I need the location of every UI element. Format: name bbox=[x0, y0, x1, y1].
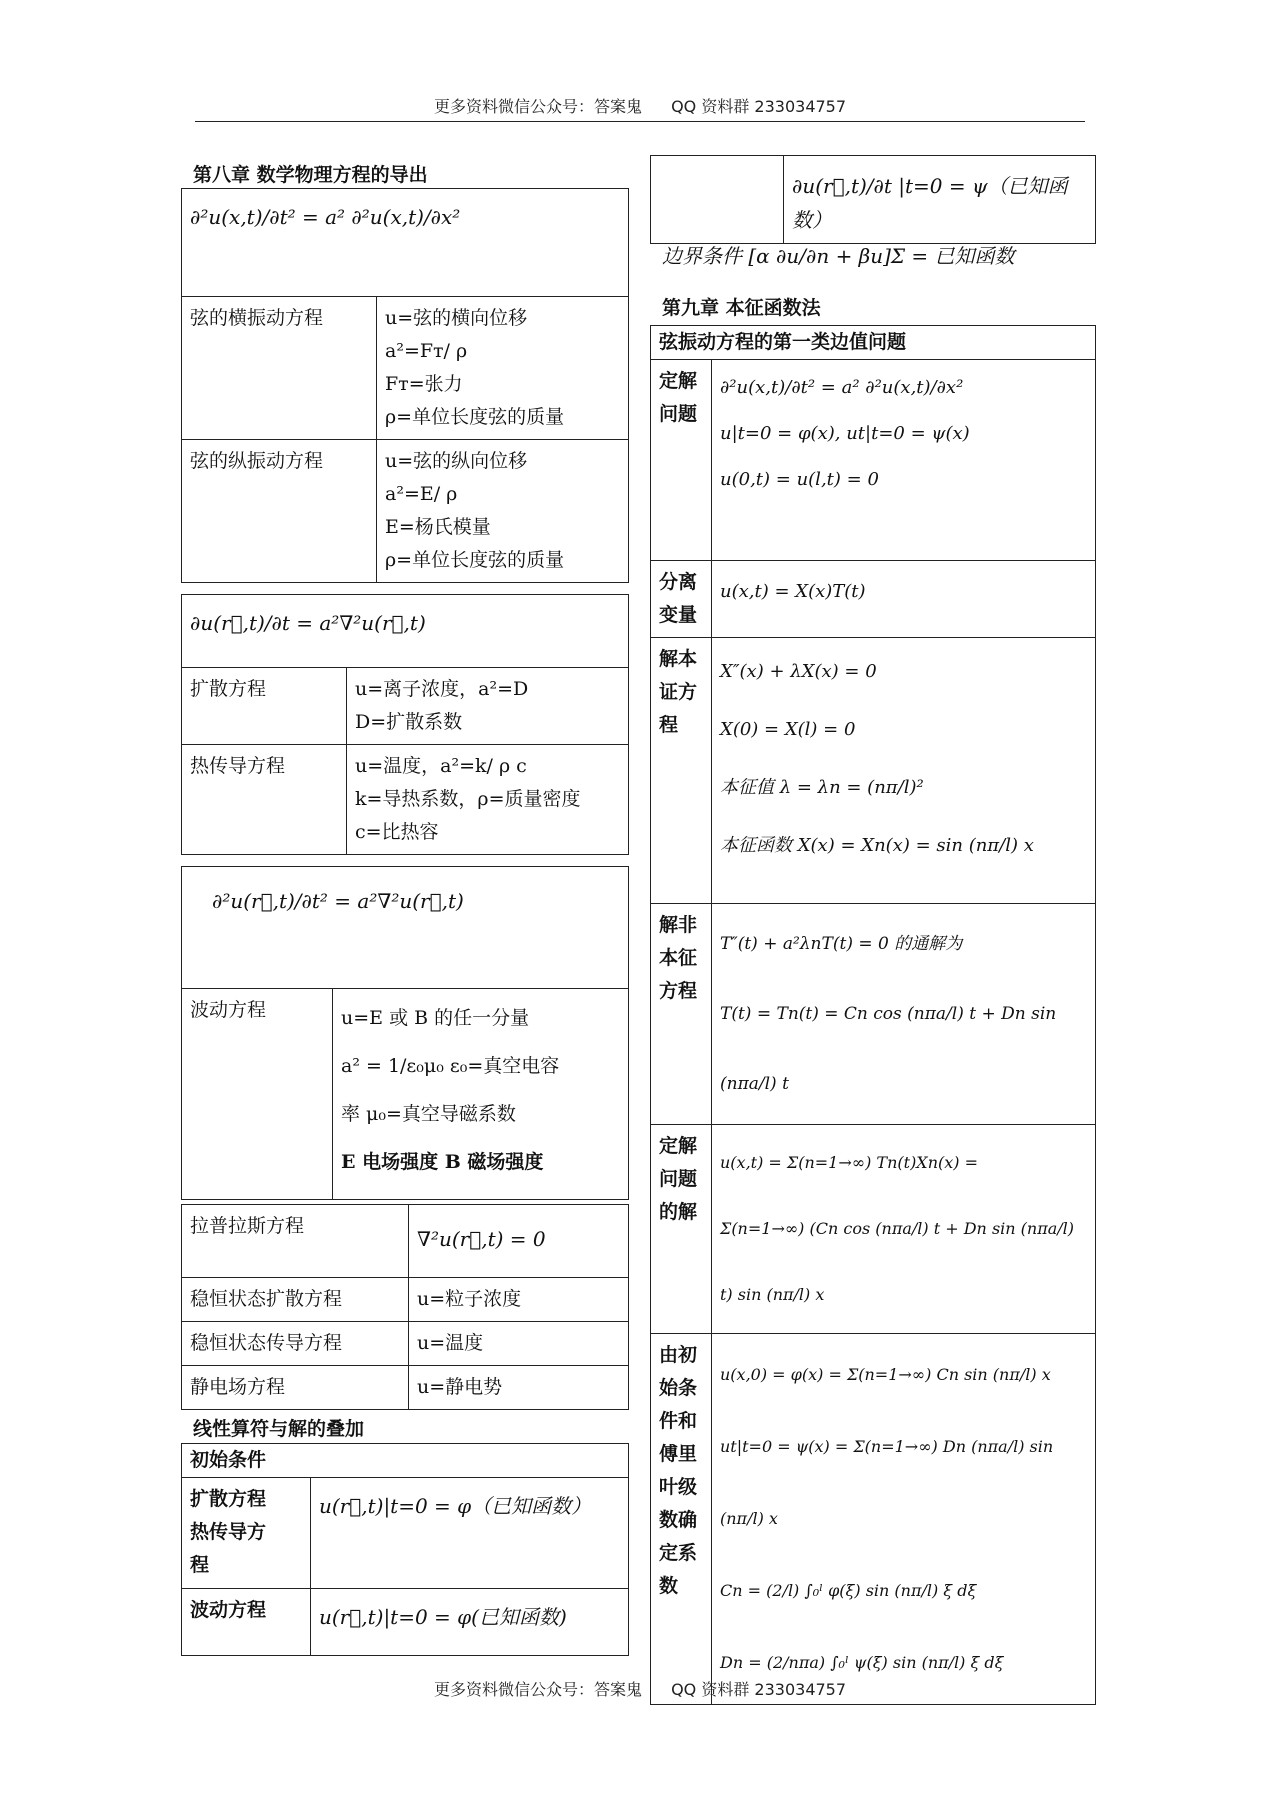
initial-row-2-name: 波动方程 bbox=[182, 1589, 311, 1656]
eigen-row-1-desc bbox=[712, 360, 1096, 561]
top-value-cell bbox=[784, 156, 1096, 244]
line: Σ(n=1→∞) (Cn cos (nπa/l) t + Dn sin (nπa/l) t) sin (nπ/l) x bbox=[720, 1219, 1075, 1304]
string-row-1-desc bbox=[377, 297, 629, 440]
eigen-row-2-name: 分离 变量 bbox=[651, 561, 712, 638]
eigen-row-3-name: 解本 证方 程 bbox=[651, 638, 712, 904]
laplace-table bbox=[181, 1204, 629, 1410]
header-wechat: 更多资料微信公众号：答案鬼 bbox=[433, 97, 642, 116]
line: Cn = (2/l) ∫₀ˡ φ(ξ) sin (nπ/l) ξ dξ bbox=[720, 1581, 977, 1600]
eigen-row-5-name: 定解 问题 的解 bbox=[651, 1125, 712, 1334]
line: T″(t) + a²λnT(t) = 0 的通解为 bbox=[720, 934, 963, 954]
eigen-row-4-name: 解非 本征 方程 bbox=[651, 904, 712, 1125]
line: u(0,t) = u(l,t) = 0 bbox=[720, 469, 879, 490]
steady-conduction-value: u=温度 bbox=[409, 1322, 629, 1366]
wave-equation-cell bbox=[182, 867, 629, 989]
superposition-title: 线性算符与解的叠加 bbox=[193, 1418, 365, 1440]
laplace-equation: ∇²u(r⃗,t) = 0 bbox=[417, 1227, 546, 1251]
line: 本征函数 X(x) = Xn(x) = sin (nπ/l) x bbox=[720, 835, 1034, 856]
line: D=扩散系数 bbox=[355, 711, 463, 733]
initial-row-2-value bbox=[311, 1589, 629, 1656]
wave-table bbox=[181, 866, 629, 1200]
string-row-2-name: 弦的纵振动方程 bbox=[182, 440, 377, 583]
line: Dn = (2/nπa) ∫₀ˡ ψ(ξ) sin (nπ/l) ξ dξ bbox=[720, 1653, 1004, 1672]
eigen-row-4-desc bbox=[712, 904, 1096, 1125]
eigen-row-6-desc bbox=[712, 1334, 1096, 1705]
line: ut|t=0 = ψ(x) = Σ(n=1→∞) Dn (nπa/l) sin (nπ/l) x bbox=[720, 1437, 1054, 1528]
steady-diffusion-value: u=粒子浓度 bbox=[409, 1278, 629, 1322]
top-equation: ∂u(r⃗,t)/∂t |t=0 = ψ（已知函数） bbox=[792, 174, 1068, 232]
steady-diffusion-name: 稳恒状态扩散方程 bbox=[182, 1278, 409, 1322]
line: u=E 或 B 的任一分量 bbox=[341, 1007, 530, 1029]
string-row-2-desc bbox=[377, 440, 629, 583]
line: u(x,0) = φ(x) = Σ(n=1→∞) Cn sin (nπ/l) x bbox=[720, 1365, 1051, 1384]
laplace-value bbox=[409, 1205, 629, 1278]
line: Fт=张力 bbox=[385, 373, 463, 395]
line: E 电场强度 B 磁场强度 bbox=[341, 1151, 544, 1173]
line: u(x,t) = X(x)T(t) bbox=[720, 581, 866, 602]
string-equation-cell bbox=[182, 189, 629, 297]
top-empty-cell bbox=[651, 156, 784, 244]
footer-qq: QQ 资料群 233034757 bbox=[671, 1680, 847, 1699]
initial-conditions-table bbox=[181, 1443, 629, 1656]
line: 本征值 λ = λn = (nπ/l)² bbox=[720, 777, 924, 798]
laplace-name: 拉普拉斯方程 bbox=[182, 1205, 409, 1278]
initial-row-2-eq: u(r⃗,t)|t=0 = φ(已知函数) bbox=[319, 1605, 567, 1629]
electrostatic-value: u=静电势 bbox=[409, 1366, 629, 1410]
diffusion-equation: ∂u(r⃗,t)/∂t = a²∇²u(r⃗,t) bbox=[190, 611, 426, 635]
page-footer bbox=[0, 1677, 1280, 1700]
line: u=离子浓度，a²=D bbox=[355, 678, 529, 700]
boundary-equation: 边界条件 [α ∂u/∂n + βu]Σ = 已知函数 bbox=[662, 244, 1015, 268]
line: X″(x) + λX(x) = 0 bbox=[720, 661, 877, 682]
chapter8-title: 第八章 数学物理方程的导出 bbox=[193, 164, 428, 186]
eigen-row-1-name: 定解 问题 bbox=[651, 360, 712, 561]
wave-equation: ∂²u(r⃗,t)/∂t² = a²∇²u(r⃗,t) bbox=[212, 889, 464, 913]
line: ρ=单位长度弦的质量 bbox=[385, 549, 565, 571]
line: a² = 1/ε₀μ₀ ε₀=真空电容 bbox=[341, 1055, 560, 1077]
line: T(t) = Tn(t) = Cn cos (nπa/l) t + Dn sin (nπa/l) t bbox=[720, 1004, 1057, 1094]
string-vibration-table bbox=[181, 188, 629, 583]
initial-conditions-title: 初始条件 bbox=[182, 1444, 629, 1478]
line: a²=Fт/ ρ bbox=[385, 340, 468, 362]
eigen-row-2-desc bbox=[712, 561, 1096, 638]
line: ∂²u(x,t)/∂t² = a² ∂²u(x,t)/∂x² bbox=[720, 377, 964, 398]
eigen-table bbox=[650, 325, 1096, 1705]
line: u=弦的横向位移 bbox=[385, 307, 528, 329]
heat-row-name: 热传导方程 bbox=[182, 745, 347, 855]
line: u=温度，a²=k/ ρ c bbox=[355, 755, 527, 777]
string-equation: ∂²u(x,t)/∂t² = a² ∂²u(x,t)/∂x² bbox=[190, 205, 461, 229]
line: a²=E/ ρ bbox=[385, 483, 458, 505]
steady-conduction-name: 稳恒状态传导方程 bbox=[182, 1322, 409, 1366]
electrostatic-name: 静电场方程 bbox=[182, 1366, 409, 1410]
chapter9-title: 第九章 本征函数法 bbox=[662, 297, 821, 319]
eigen-table-title: 弦振动方程的第一类边值问题 bbox=[651, 326, 1096, 360]
line: u=弦的纵向位移 bbox=[385, 450, 528, 472]
header-qq: QQ 资料群 233034757 bbox=[671, 97, 847, 116]
line: ρ=单位长度弦的质量 bbox=[385, 406, 565, 428]
eigen-row-6-name: 由初 始条 件和 傅里 叶级 数确 定系 数 bbox=[651, 1334, 712, 1705]
line: c=比热容 bbox=[355, 821, 439, 843]
initial-row-1-eq: u(r⃗,t)|t=0 = φ（已知函数） bbox=[319, 1494, 592, 1518]
string-row-1-name: 弦的横振动方程 bbox=[182, 297, 377, 440]
initial-row-1-name: 扩散方程 热传导方 程 bbox=[182, 1478, 311, 1589]
line: u(x,t) = Σ(n=1→∞) Tn(t)Xn(x) = bbox=[720, 1153, 978, 1172]
diffusion-table bbox=[181, 594, 629, 855]
wave-name: 波动方程 bbox=[182, 989, 333, 1200]
diffusion-row-desc bbox=[347, 668, 629, 745]
header-rule bbox=[195, 121, 1085, 122]
top-continuation-table bbox=[650, 155, 1096, 244]
eigen-row-3-desc bbox=[712, 638, 1096, 904]
diffusion-row-name: 扩散方程 bbox=[182, 668, 347, 745]
line: u|t=0 = φ(x), ut|t=0 = ψ(x) bbox=[720, 423, 970, 444]
line: X(0) = X(l) = 0 bbox=[720, 719, 856, 740]
footer-wechat: 更多资料微信公众号：答案鬼 bbox=[433, 1680, 642, 1699]
heat-row-desc bbox=[347, 745, 629, 855]
initial-row-1-value bbox=[311, 1478, 629, 1589]
page-header bbox=[0, 94, 1280, 117]
wave-desc bbox=[333, 989, 629, 1200]
line: 率 μ₀=真空导磁系数 bbox=[341, 1103, 516, 1125]
line: k=导热系数，ρ=质量密度 bbox=[355, 788, 581, 810]
diffusion-equation-cell bbox=[182, 595, 629, 668]
eigen-row-5-desc bbox=[712, 1125, 1096, 1334]
boundary-condition bbox=[662, 240, 1015, 269]
line: E=杨氏模量 bbox=[385, 516, 491, 538]
